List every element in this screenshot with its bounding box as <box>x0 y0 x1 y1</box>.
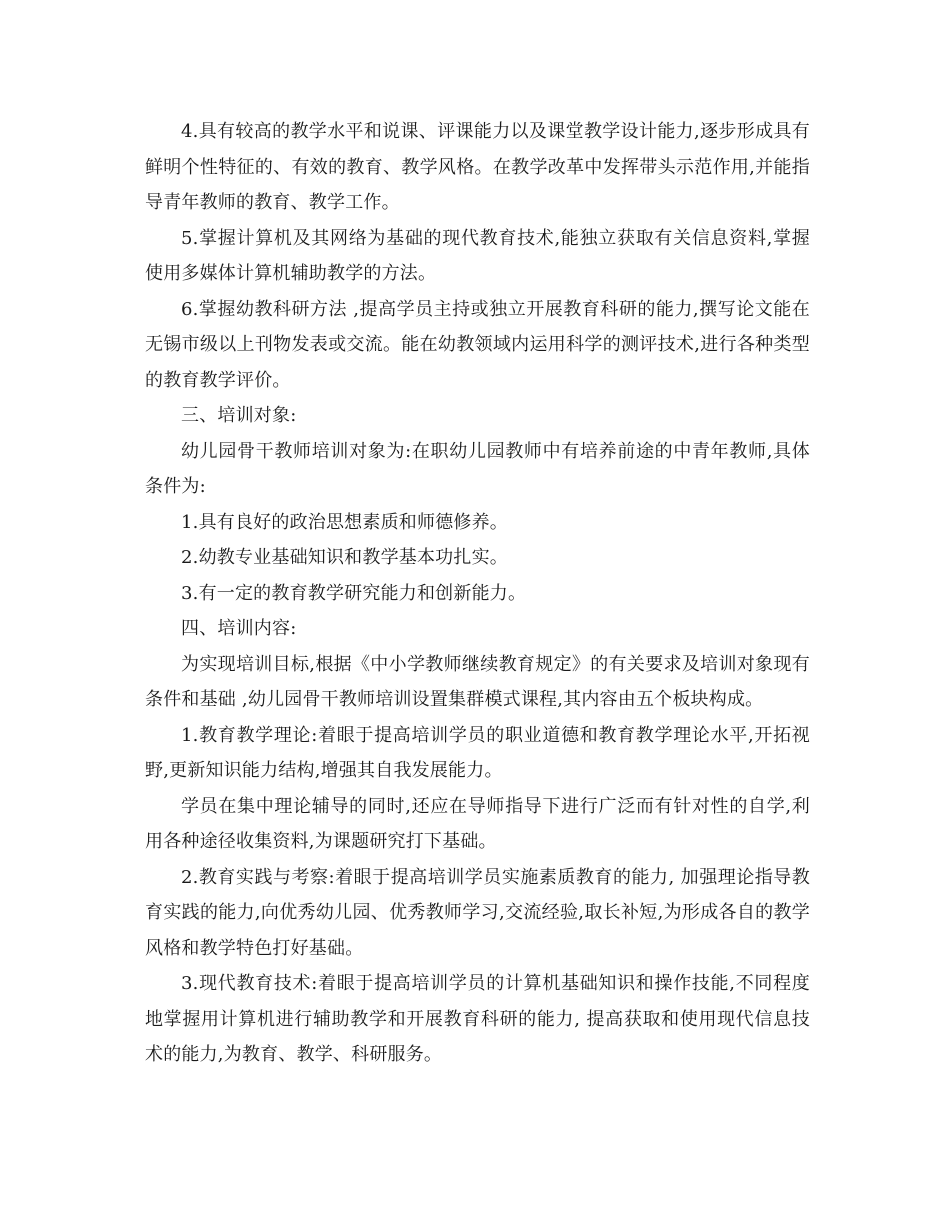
paragraph-goal-5: 5.掌握计算机及其网络为基础的现代教育技术,能独立获取有关信息资料,掌握使用多媒体计算机辅助教学的方法。 <box>145 227 810 284</box>
paragraph-content-1-detail: 学员在集中理论辅导的同时,还应在导师指导下进行广泛而有针对性的自学,利用各种途径收集资料,为课题研究打下基础。 <box>145 795 810 852</box>
paragraph-goal-4: 4.具有较高的教学水平和说课、评课能力以及课堂教学设计能力,逐步形成具有鲜明个性特征的、有效的教育、教学风格。在教学改革中发挥带头示范作用,并能指导青年教师的教育、教学工作。 <box>145 121 810 213</box>
paragraph-training-content-intro: 为实现培训目标,根据《中小学教师继续教育规定》的有关要求及培训对象现有条件和基础 ,幼儿园骨干教师培训设置集群模式课程,其内容由五个板块构成。 <box>145 653 810 710</box>
paragraph-condition-2: 2.幼教专业基础知识和教学基本功扎实。 <box>181 547 508 568</box>
paragraph-training-targets: 幼儿园骨干教师培训对象为:在职幼儿园教师中有培养前途的中青年教师,具体条件为: <box>145 440 810 497</box>
document-body <box>145 114 810 1073</box>
paragraph-content-1: 1.教育教学理论:着眼于提高培训学员的职业道德和教育教学理论水平,开拓视野,更新知识能力结构,增强其自我发展能力。 <box>145 724 810 781</box>
section-heading-training-content: 四、培训内容: <box>181 618 297 639</box>
paragraph-content-2: 2.教育实践与考察:着眼于提高培训学员实施素质教育的能力, 加强理论指导教育实践的能力,向优秀幼儿园、优秀教师学习,交流经验,取长补短,为形成各自的教学风格和教学特色打好基础。 <box>145 866 810 959</box>
paragraph-condition-1: 1.具有良好的政治思想素质和师德修养。 <box>181 511 508 533</box>
paragraph-condition-3: 3.有一定的教育教学研究能力和创新能力。 <box>181 582 527 604</box>
paragraph-goal-6: 6.掌握幼教科研方法 ,提高学员主持或独立开展教育科研的能力,撰写论文能在无锡市级以上刊物发表或交流。能在幼教领域内运用科学的测评技术,进行各种类型的教育教学评价。 <box>145 298 810 391</box>
paragraph-content-3: 3.现代教育技术:着眼于提高培训学员的计算机基础知识和操作技能,不同程度地掌握用计算机进行辅助教学和开展教育科研的能力, 提高获取和使用现代信息技术的能力,为教育、教学、科研服务。 <box>145 973 810 1065</box>
section-heading-training-targets: 三、培训对象: <box>181 405 297 426</box>
